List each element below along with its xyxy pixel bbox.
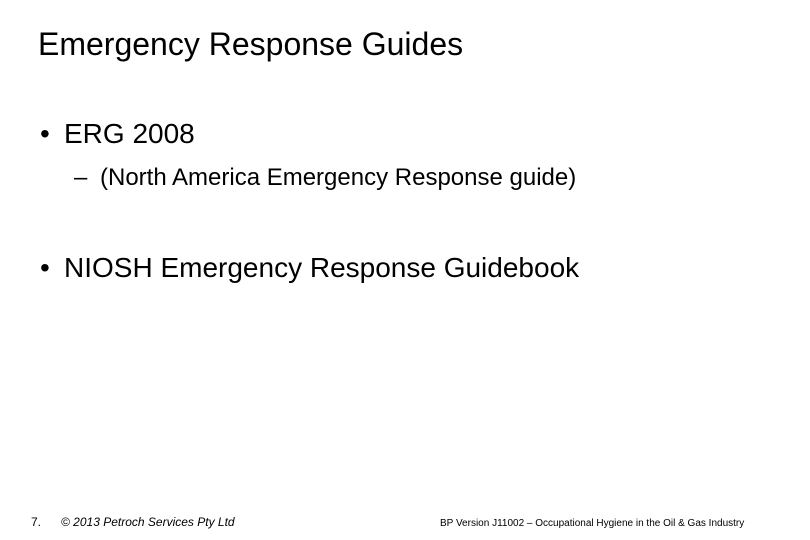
copyright-notice: © 2013 Petroch Services Pty Ltd	[61, 515, 235, 529]
bullet-item	[40, 251, 579, 285]
bullet-text: ERG 2008	[64, 118, 195, 149]
bullet-text: NIOSH Emergency Response Guidebook	[64, 252, 580, 283]
sub-bullet-text: (North America Emergency Response guide)	[100, 164, 577, 191]
bullet-item	[40, 117, 195, 151]
sub-bullet-item	[74, 163, 576, 193]
version-footer: BP Version J11002 – Occupational Hygiene in the Oil & Gas Industry	[440, 518, 745, 529]
slide-title: Emergency Response Guides	[38, 26, 464, 62]
bullet-marker: •	[40, 118, 50, 149]
page-number: 7.	[31, 515, 42, 529]
sub-bullet-marker: –	[74, 164, 88, 191]
bullet-marker: •	[40, 252, 50, 283]
